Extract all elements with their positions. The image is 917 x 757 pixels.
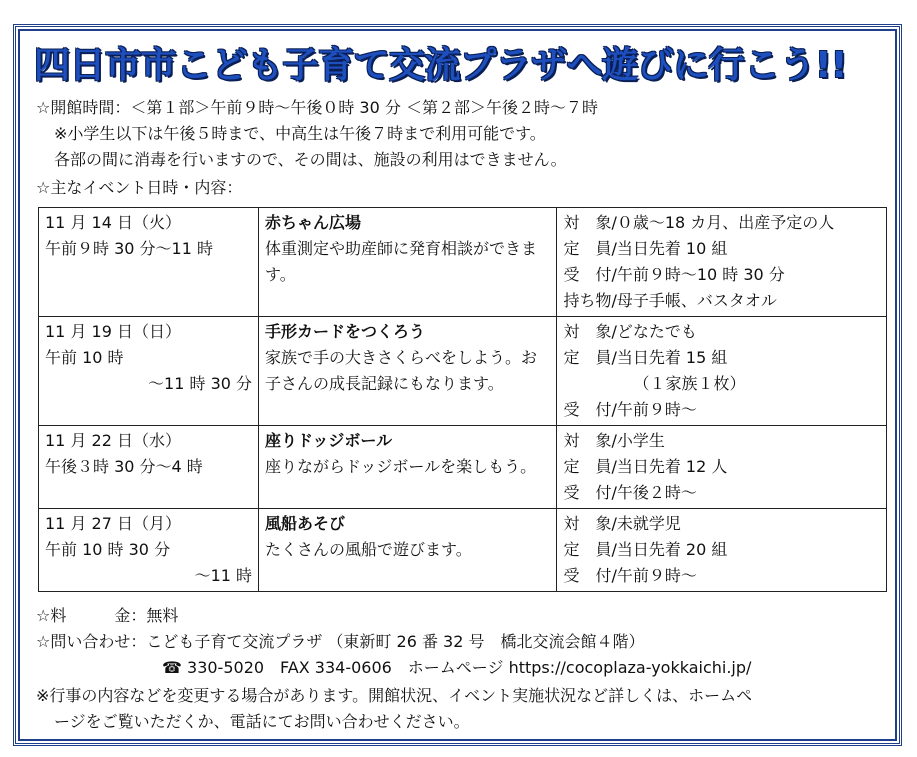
event-description: 座りながらドッジボールを楽しもう。 bbox=[265, 457, 537, 476]
event-date: 11 月 14 日（火） bbox=[45, 213, 181, 232]
event-description: たくさんの風船で遊びます。 bbox=[265, 540, 472, 559]
event-description: 体重測定や助産師に発育相談ができます。 bbox=[265, 239, 538, 284]
event-datetime bbox=[39, 208, 259, 317]
contact-phone-web: ☎ 330-5020 FAX 334-0606 ホームページ https://cocoplaza-yokkaichi.jp/ bbox=[162, 658, 752, 677]
event-datetime bbox=[39, 426, 259, 509]
event-target: 対 象/小学生 bbox=[563, 431, 665, 450]
opening-hours: ☆開館時間：＜第１部＞午前９時～午後０時 30 分 ＜第２部＞午後２時～７時 bbox=[36, 98, 598, 117]
event-capacity: 定 員/当日先着 10 組 bbox=[563, 239, 728, 258]
table-row bbox=[39, 317, 887, 426]
event-capacity: 定 員/当日先着 20 組 bbox=[563, 540, 728, 559]
event-date: 11 月 22 日（水） bbox=[45, 431, 181, 450]
footnote-line-1: ※行事の内容などを変更する場合があります。開館状況、イベント実施状況など詳しくは、ホームペ bbox=[36, 686, 753, 705]
event-time: 午前 10 時 30 分 bbox=[45, 540, 171, 559]
table-row bbox=[39, 426, 887, 509]
event-target: 対 象/どなたでも bbox=[563, 322, 697, 341]
event-date: 11 月 19 日（日） bbox=[45, 322, 181, 341]
hours-note-disinfection: 各部の間に消毒を行いますので、その間は、施設の利用はできません。 bbox=[54, 150, 567, 169]
event-datetime bbox=[39, 509, 259, 592]
event-capacity-note: （１家族１枚） bbox=[633, 374, 746, 393]
event-belongings: 持ち物/母子手帳、バスタオル bbox=[563, 291, 777, 310]
event-content bbox=[259, 317, 557, 426]
event-capacity: 定 員/当日先着 15 組 bbox=[563, 348, 728, 367]
event-reception: 受 付/午前９時～ bbox=[563, 400, 697, 419]
event-reception: 受 付/午前９時～ bbox=[563, 566, 697, 585]
event-time: 午前 10 時 bbox=[45, 348, 124, 367]
event-details bbox=[557, 426, 887, 509]
events-table bbox=[38, 207, 887, 592]
table-row bbox=[39, 509, 887, 592]
event-title: 赤ちゃん広場 bbox=[265, 213, 362, 232]
event-time: 午前９時 30 分～11 時 bbox=[45, 239, 213, 258]
event-description: 家族で手の大きさくらべをしよう。お子さんの成長記録にもなります。 bbox=[265, 348, 538, 393]
event-target: 対 象/０歳～18 カ月、出産予定の人 bbox=[563, 213, 835, 232]
hours-note-age: ※小学生以下は午後５時まで、中高生は午後７時まで利用可能です。 bbox=[54, 124, 546, 143]
event-time-end: ～11 時 bbox=[194, 566, 253, 585]
event-target: 対 象/未就学児 bbox=[563, 514, 681, 533]
event-title: 風船あそび bbox=[265, 514, 346, 533]
event-reception: 受 付/午後２時～ bbox=[563, 483, 697, 502]
event-time: 午後３時 30 分～4 時 bbox=[45, 457, 203, 476]
event-datetime bbox=[39, 317, 259, 426]
events-heading: ☆主なイベント日時・内容： bbox=[36, 178, 243, 197]
event-details bbox=[557, 208, 887, 317]
event-time-end: ～11 時 30 分 bbox=[148, 374, 253, 393]
page-title: 四日市市こども子育て交流プラザへ遊びに行こう!! bbox=[34, 45, 847, 86]
footnote-line-2: ージをご覧いただくか、電話にてお問い合わせください。 bbox=[54, 712, 470, 731]
event-title: 手形カードをつくろう bbox=[265, 322, 426, 341]
event-reception: 受 付/午前９時～10 時 30 分 bbox=[563, 265, 785, 284]
event-capacity: 定 員/当日先着 12 人 bbox=[563, 457, 728, 476]
event-content bbox=[259, 509, 557, 592]
event-content bbox=[259, 208, 557, 317]
table-row bbox=[39, 208, 887, 317]
event-date: 11 月 27 日（月） bbox=[45, 514, 181, 533]
event-content bbox=[259, 426, 557, 509]
contact-line: ☆問い合わせ：こども子育て交流プラザ （東新町 26 番 32 号 橋北交流会館４階） bbox=[36, 632, 645, 651]
event-title: 座りドッジボール bbox=[265, 431, 393, 450]
event-details bbox=[557, 317, 887, 426]
event-details bbox=[557, 509, 887, 592]
fee-line: ☆料 金：無料 bbox=[36, 606, 179, 625]
